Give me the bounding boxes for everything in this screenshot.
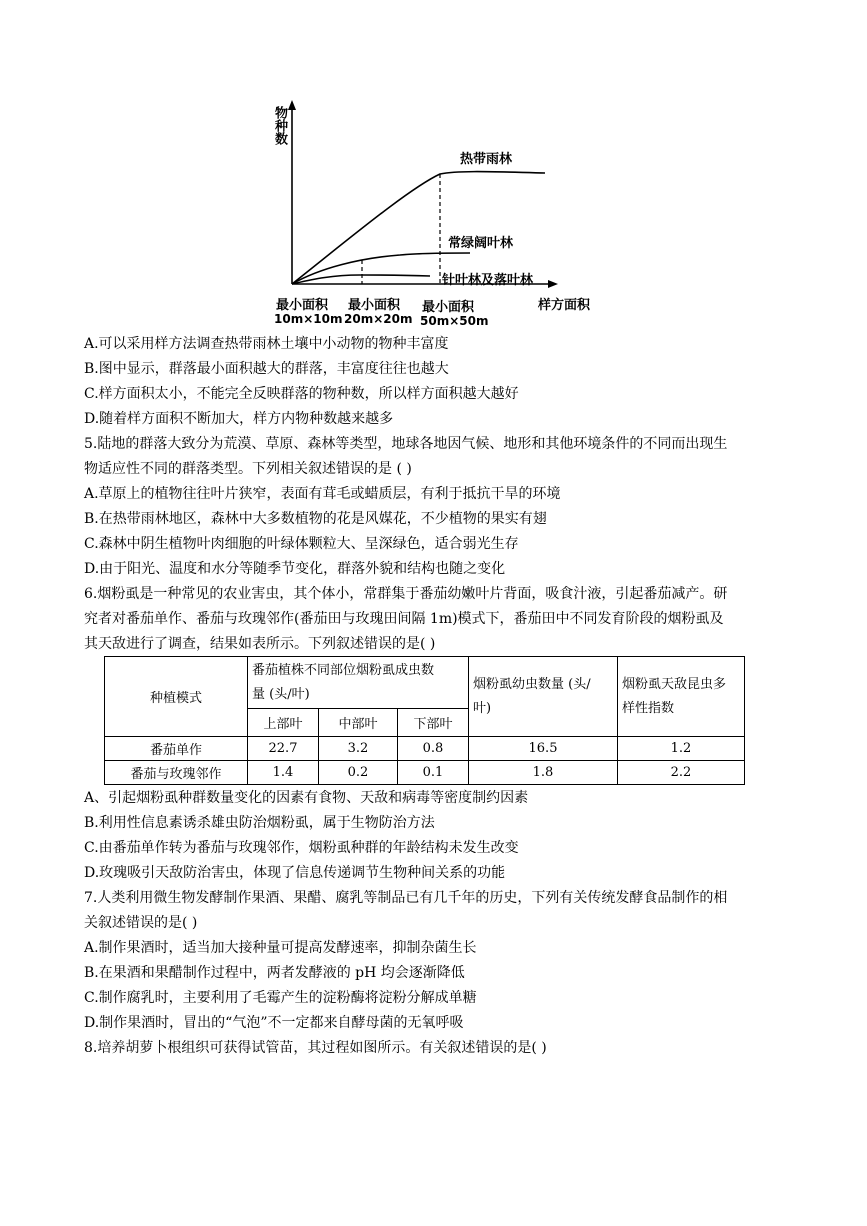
header-larva-line2: 叶) — [473, 700, 492, 716]
q7-option-d: D.制作果酒时，冒出的“气泡”不一定都来自酵母菌的无氧呼吸 — [84, 1015, 464, 1031]
q4-option-a: A.可以采用样方法调查热带雨林土壤中小动物的物种丰富度 — [84, 336, 449, 352]
q5-option-b: B.在热带雨林地区，森林中大多数植物的花是风媒花，不少植物的果实有翅 — [84, 511, 547, 527]
q4-option-b: B.图中显示，群落最小面积越大的群落，丰富度往往也越大 — [84, 361, 449, 377]
q6-stem-line1: 6.烟粉虱是一种常见的农业害虫，其个体小，常群集于番茄幼嫩叶片背面，吸食汁液，引起番茄减产。研 — [84, 586, 728, 602]
q5-stem-line1: 5.陆地的群落大致分为荒漠、草原、森林等类型，地球各地因气候、地形和其他环境条件的不同而出现生 — [84, 436, 728, 452]
q8-stem: 8.培养胡萝卜根组织可获得试管苗，其过程如图所示。有关叙述错误的是( ) — [84, 1040, 547, 1056]
curve-label-tropical: 热带雨林 — [460, 152, 513, 167]
curve-label-coniferous: 针叶林及落叶林 — [442, 273, 534, 288]
cell-lower: 0.8 — [398, 737, 469, 761]
curve-coniferous-deciduous — [292, 275, 430, 284]
y-axis-label: 物种数 — [272, 106, 287, 145]
header-adult-count — [248, 657, 469, 709]
cell-middle: 3.2 — [319, 737, 398, 761]
table-row — [105, 737, 745, 761]
mark-label-50m-line1: 最小面积 — [422, 300, 475, 315]
q6-option-c: C.由番茄单作转为番茄与玫瑰邻作，烟粉虱种群的年龄结构未发生改变 — [84, 840, 519, 856]
x-axis-arrow — [548, 280, 558, 288]
q6-stem-line3: 其天敌进行了调查，结果如表所示。下列叙述错误的是( ) — [84, 636, 436, 652]
header-middle-leaf: 中部叶 — [319, 709, 398, 737]
mark-label-10m-line2: 10m×10m — [274, 312, 343, 326]
header-larva-line1: 烟粉虱幼虫数量 (头/ — [473, 676, 591, 692]
q6-option-a: A、引起烟粉虱种群数量变化的因素有食物、天敌和病毒等密度制约因素 — [84, 790, 529, 806]
cell-larva: 1.8 — [469, 761, 618, 785]
header-planting-mode: 种植模式 — [105, 657, 248, 737]
header-larva-count — [469, 657, 618, 737]
whitefly-table — [104, 656, 745, 785]
cell-enemy: 2.2 — [618, 761, 745, 785]
q7-option-a: A.制作果酒时，适当加大接种量可提高发酵速率，抑制杂菌生长 — [84, 940, 477, 956]
species-area-figure — [270, 98, 610, 330]
q4-option-d: D.随着样方面积不断加大，样方内物种数越来越多 — [84, 411, 394, 427]
header-enemy-line2: 样性指数 — [622, 700, 675, 716]
y-axis-arrow — [288, 100, 296, 110]
q7-stem-line1: 7.人类利用微生物发酵制作果酒、果醋、腐乳等制品已有几千年的历史，下列有关传统发酵食品制作的相 — [84, 890, 728, 906]
mark-label-10m-line1: 最小面积 — [276, 298, 329, 313]
cell-enemy: 1.2 — [618, 737, 745, 761]
cell-upper: 22.7 — [248, 737, 319, 761]
mark-label-50m-line2: 50m×50m — [420, 314, 489, 328]
header-enemy-diversity — [618, 657, 745, 737]
q5-option-d: D.由于阳光、温度和水分等随季节变化，群落外貌和结构也随之变化 — [84, 561, 506, 577]
header-lower-leaf: 下部叶 — [398, 709, 469, 737]
header-enemy-line1: 烟粉虱天敌昆虫多 — [622, 676, 727, 692]
q7-option-b: B.在果酒和果醋制作过程中，两者发酵液的 pH 均会逐渐降低 — [84, 965, 465, 981]
cell-lower: 0.1 — [398, 761, 469, 785]
x-axis-label: 样方面积 — [538, 298, 591, 313]
cell-middle: 0.2 — [319, 761, 398, 785]
header-adult-count-line2: 量 (头/叶) — [252, 686, 310, 702]
q6-stem-line2: 究者对番茄单作、番茄与玫瑰邻作(番茄田与玫瑰田间隔 1m)模式下，番茄田中不同发育阶段的烟粉虱及 — [84, 611, 724, 627]
header-upper-leaf: 上部叶 — [248, 709, 319, 737]
q7-option-c: C.制作腐乳时，主要利用了毛霉产生的淀粉酶将淀粉分解成单糖 — [84, 990, 477, 1006]
header-adult-count-line1: 番茄植株不同部位烟粉虱成虫数 — [252, 662, 435, 678]
q5-stem-line2: 物适应性不同的群落类型。下列相关叙述错误的是 ( ) — [84, 461, 412, 477]
mark-label-20m-line2: 20m×20m — [344, 312, 413, 326]
q7-stem-line2: 关叙述错误的是( ) — [84, 915, 198, 931]
q4-option-c: C.样方面积太小，不能完全反映群落的物种数，所以样方面积越大越好 — [84, 386, 519, 402]
cell-mode: 番茄与玫瑰邻作 — [105, 761, 248, 785]
q6-option-b: B.利用性信息素诱杀雄虫防治烟粉虱，属于生物防治方法 — [84, 815, 435, 831]
cell-larva: 16.5 — [469, 737, 618, 761]
cell-mode: 番茄单作 — [105, 737, 248, 761]
q5-option-c: C.森林中阴生植物叶肉细胞的叶绿体颗粒大、呈深绿色，适合弱光生存 — [84, 536, 519, 552]
table-row — [105, 761, 745, 785]
curve-label-evergreen: 常绿阔叶林 — [448, 236, 514, 251]
cell-upper: 1.4 — [248, 761, 319, 785]
q6-option-d: D.玫瑰吸引天敌防治害虫，体现了信息传递调节生物种间关系的功能 — [84, 865, 506, 881]
mark-label-20m-line1: 最小面积 — [348, 298, 401, 313]
q5-option-a: A.草原上的植物往往叶片狭窄，表面有茸毛或蜡质层，有利于抵抗干旱的环境 — [84, 486, 561, 502]
